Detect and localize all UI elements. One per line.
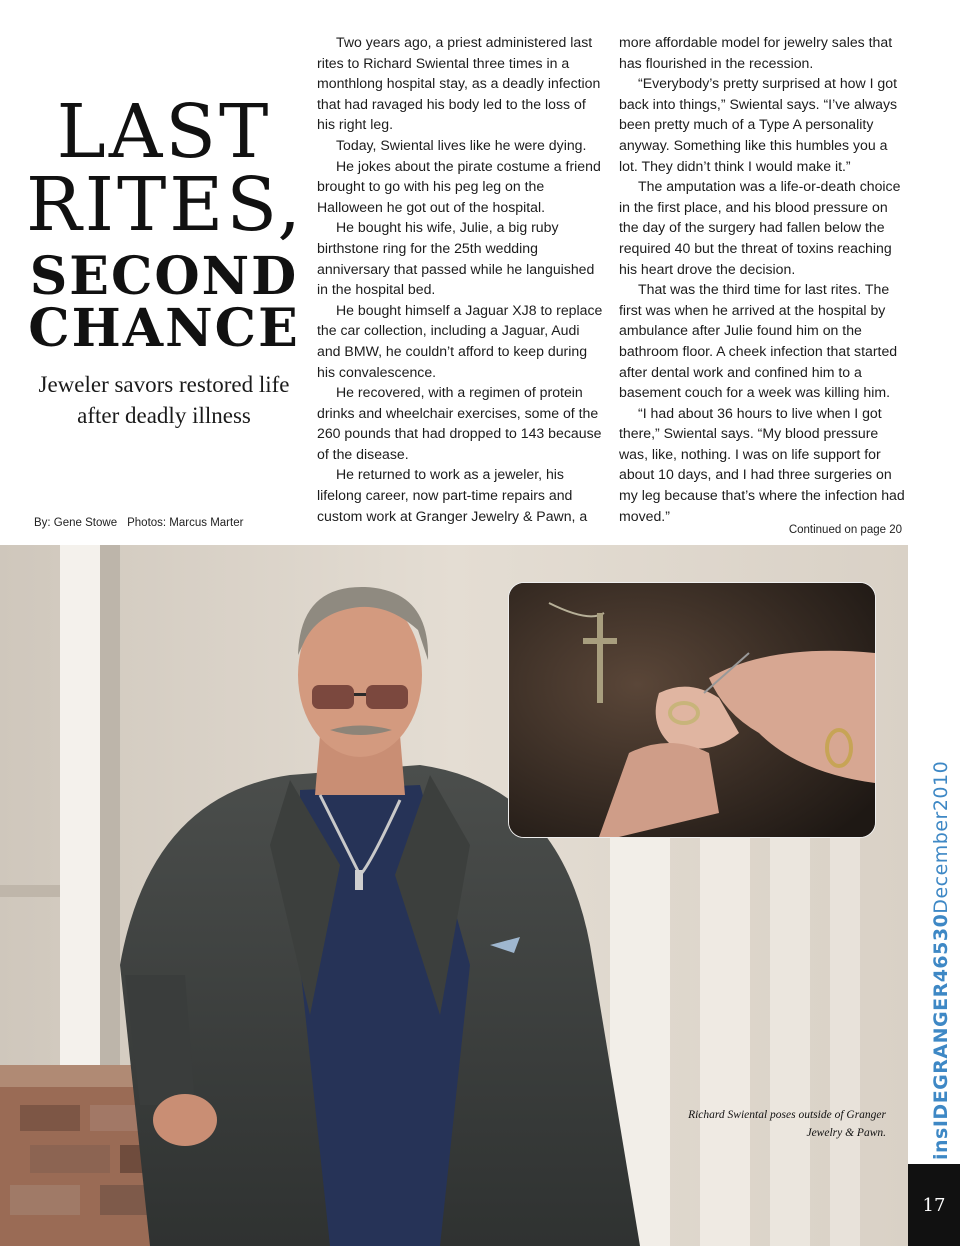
- masthead-date: December2010: [930, 760, 952, 914]
- paragraph: “I had about 36 hours to live when I got there,” Swiental says. “My blood pressure was, like, nothing. I was on life support for about 10 days, and I had three surgeries on my leg because that’s where the infection had moved.”: [619, 404, 905, 524]
- paragraph: more affordable model for jewelry sales that has flourished in the recession.: [619, 34, 893, 71]
- byline-photos: Photos: Marcus Marter: [127, 517, 244, 529]
- deck-subheadline: Jeweler savors restored life after deadly illness: [38, 372, 290, 429]
- continued-note: Continued on page 20: [788, 524, 902, 536]
- photo-caption: Richard Swiental poses outside of Granger Jewelry & Pawn.: [688, 1109, 886, 1139]
- article-column-1: [317, 32, 603, 526]
- headline-block: [26, 89, 304, 432]
- paragraph: He recovered, with a regimen of protein drinks and wheelchair exercises, some of the 260 pounds that had dropped to 143 because of the disease.: [317, 384, 602, 462]
- byline-author: By: Gene Stowe: [34, 517, 118, 529]
- vertical-masthead: [930, 761, 952, 1160]
- paragraph: The amputation was a life-or-death choice in the first place, and his blood pressure on the day of the surgery had fallen below the required 40 but the threat of toxins reaching his heart drove the decision.: [619, 178, 901, 277]
- article-column-2: [619, 32, 905, 526]
- headline-line-4: CHANCE: [28, 298, 300, 360]
- headline-line-2: RITES,: [26, 161, 304, 248]
- page-number: 17: [908, 1164, 960, 1246]
- paragraph: He returned to work as a jeweler, his lifelong career, now part-time repairs and custom work at Granger Jewelry & Pawn, a: [317, 466, 588, 524]
- paragraph: He jokes about the pirate costume a friend brought to go with his peg leg on the Halloween he got out of the hospital.: [317, 157, 601, 215]
- inset-photo: [508, 582, 876, 838]
- headline-line-1: LAST: [56, 89, 272, 175]
- headline-line-3: SECOND: [29, 246, 299, 308]
- paragraph: “Everybody’s pretty surprised at how I got back into things,” Swiental says. “I’ve always been pretty much of a Type A personality anyway. Something like this humbles you a lot. They didn’t think I would make it.”: [619, 75, 898, 174]
- masthead-brand: insIDEGRANGER46530: [930, 913, 952, 1160]
- byline: [34, 517, 243, 529]
- paragraph: He bought himself a Jaguar XJ8 to replace the car collection, including a Jaguar, Audi and BMW, he couldn’t afford to keep during his convalescence.: [317, 301, 603, 380]
- paragraph: Two years ago, a priest administered last rites to Richard Swiental three times in a monthlong hospital stay, as a deadly infection that had ravaged his body led to the loss of his right leg.: [317, 34, 601, 133]
- paragraph: Today, Swiental lives like he were dying.: [336, 136, 587, 153]
- paragraph: That was the third time for last rites. The first was when he arrived at the hospital by ambulance after Julie found him on the bathroom floor. A cheek infection that started after dental work and confined him to a basement couch for a week was killing him.: [619, 281, 898, 401]
- paragraph: He bought his wife, Julie, a big ruby birthstone ring for the 25th wedding anniversary that passed while he languished in the hospital bed.: [317, 219, 595, 298]
